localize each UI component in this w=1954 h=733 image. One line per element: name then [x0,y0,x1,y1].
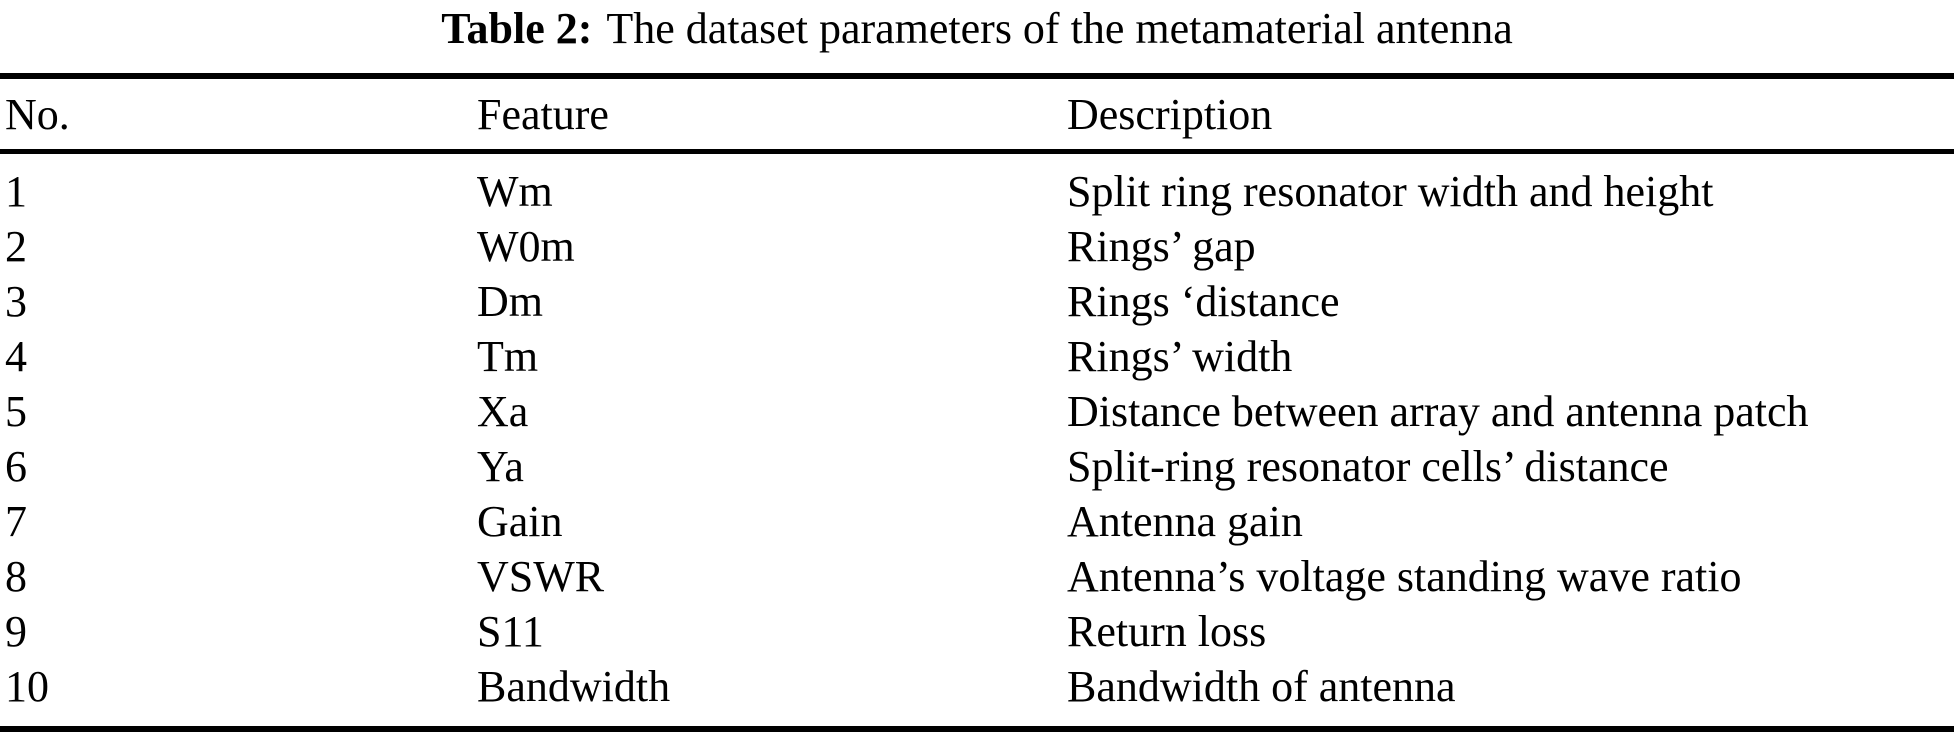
cell-description: Distance between array and antenna patch [1067,387,1809,436]
table-row [0,384,1954,439]
cell-description: Antenna’s voltage standing wave ratio [1067,552,1742,601]
cell-no: 9 [5,607,27,656]
cell-feature: Wm [477,167,553,216]
cell-feature: Ya [477,442,524,491]
cell-feature: VSWR [477,552,605,601]
table-caption-text: The dataset parameters of the metamaterial antenna [606,4,1513,53]
cell-description: Split-ring resonator cells’ distance [1067,442,1669,491]
table-row [0,274,1954,329]
table-caption-label: Table 2: [441,4,593,53]
cell-description: Antenna gain [1067,497,1303,546]
cell-no: 1 [5,167,27,216]
cell-no: 5 [5,387,27,436]
table-header-row [0,76,1954,152]
header-no: No. [0,76,477,152]
cell-no: 8 [5,552,27,601]
table-row [0,329,1954,384]
cell-no: 4 [5,332,27,381]
cell-feature: Bandwidth [477,662,671,711]
cell-no: 6 [5,442,27,491]
cell-no: 7 [5,497,27,546]
cell-no: 2 [5,222,27,271]
cell-no: 10 [5,662,49,711]
cell-description: Split ring resonator width and height [1067,167,1714,216]
cell-description: Rings’ width [1067,332,1293,381]
cell-feature: S11 [477,607,544,656]
cell-feature: Xa [477,387,529,436]
table-row [0,549,1954,604]
cell-feature: W0m [477,222,575,271]
header-feature: Feature [477,76,1067,152]
table-row [0,494,1954,549]
dataset-parameters-table [0,73,1954,732]
table-row [0,439,1954,494]
cell-description: Rings ‘distance [1067,277,1340,326]
cell-description: Return loss [1067,607,1267,656]
table-row [0,219,1954,274]
cell-description: Rings’ gap [1067,222,1256,271]
header-description: Description [1067,76,1954,152]
table-row [0,152,1954,220]
table-row [0,604,1954,659]
table-row [0,659,1954,729]
cell-feature: Gain [477,497,563,546]
table-caption [0,0,1954,73]
cell-feature: Tm [477,332,539,381]
cell-description: Bandwidth of antenna [1067,662,1456,711]
cell-feature: Dm [477,277,543,326]
cell-no: 3 [5,277,27,326]
